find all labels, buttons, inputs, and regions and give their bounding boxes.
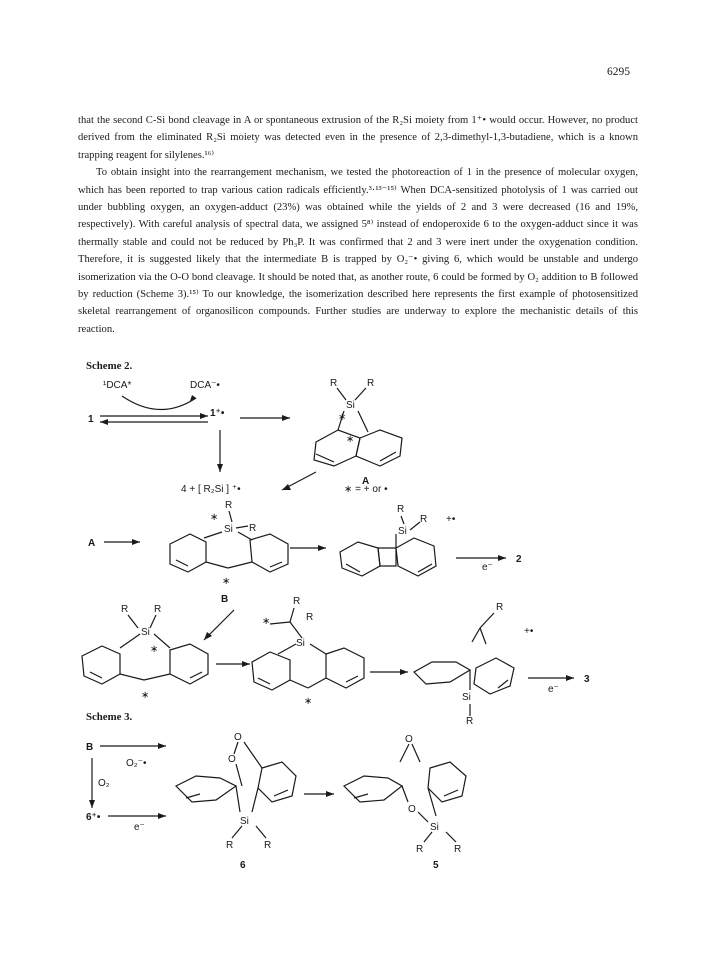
electron-loss-2: e⁻: [548, 684, 559, 695]
scheme-2-title: Scheme 2.: [86, 360, 133, 372]
label-B: B: [221, 594, 229, 605]
svg-text:∗: ∗: [210, 512, 219, 523]
svg-text:R: R: [264, 840, 272, 851]
oxygen-label: O₂: [98, 778, 110, 789]
star-legend: ∗ = + or •: [344, 484, 388, 495]
bridged-silacation-structure: [414, 602, 534, 727]
silacation-structure-1: [170, 500, 288, 587]
svg-text:∗: ∗: [262, 616, 271, 627]
superoxide-label: O₂⁻•: [126, 758, 147, 769]
scheme3-label-B: B: [86, 742, 94, 753]
siloxane-5-structure: [344, 734, 466, 855]
svg-text:R: R: [121, 604, 129, 615]
svg-text:O: O: [234, 732, 242, 743]
endoperoxide-6-structure: [176, 732, 296, 851]
svg-text:Si: Si: [141, 627, 150, 638]
intermediate-A-structure: [314, 378, 402, 466]
svg-text:O: O: [405, 734, 413, 745]
svg-text:O: O: [408, 804, 416, 815]
svg-text:R: R: [330, 378, 338, 389]
svg-text:R: R: [306, 612, 314, 623]
svg-text:R: R: [466, 716, 474, 727]
electron-loss-1: e⁻: [482, 562, 493, 573]
svg-text:Si: Si: [240, 816, 249, 827]
svg-text:R: R: [420, 514, 428, 525]
svg-text:Si: Si: [462, 692, 471, 703]
radical-cation-1-label: 1⁺•: [210, 408, 225, 419]
svg-text:Si: Si: [296, 638, 305, 649]
svg-text:∗: ∗: [346, 434, 355, 445]
label-6: 6: [240, 860, 246, 871]
silacyclohexadiene-structure: [252, 596, 364, 707]
product-3-label: 3: [584, 674, 590, 685]
svg-text:+•: +•: [446, 514, 456, 525]
dca-radical-anion-label: DCA⁻•: [190, 380, 220, 391]
svg-text:R: R: [367, 378, 375, 389]
silacation-structure-2: [82, 604, 208, 701]
svg-text:R: R: [496, 602, 504, 613]
product-2-label: 2: [516, 554, 522, 565]
svg-text:Si: Si: [430, 822, 439, 833]
dca-excited-label: ¹DCA*: [103, 380, 132, 391]
svg-text:R: R: [154, 604, 162, 615]
scheme-3-title: Scheme 3.: [86, 711, 133, 723]
svg-text:∗: ∗: [141, 690, 150, 701]
svg-text:R: R: [249, 523, 257, 534]
svg-text:∗: ∗: [338, 412, 347, 423]
label-A: A: [362, 476, 370, 487]
svg-text:+•: +•: [524, 626, 534, 637]
svg-text:Si: Si: [346, 400, 355, 411]
body-text: [78, 112, 638, 338]
svg-text:R: R: [226, 840, 234, 851]
svg-text:R: R: [293, 596, 301, 607]
svg-text:∗: ∗: [150, 644, 159, 655]
sensitization-curve: [122, 396, 196, 410]
paragraph-2: To obtain insight into the rearrangement mechanism, we tested the photoreaction of 1 in the presence of molecular oxygen, which has been reported to trap various cation radicals efficiently.³·¹³⁻¹⁵⁾ When DCA-sensitized photolysis of 1 was carried out under bubbling oxygen, an oxygen-adduct (23%) was obtained while the yields of 2 and 3 were decreased (16 and 19%, respectively). With careful analysis of spectral data, we assigned 5⁸⁾ instead of endoperoxide 6 to the oxygen-adduct since it was thermally stable and could not be reduced by Ph₃P. It was confirmed that 2 and 3 were inert under the oxygenation condition. Therefore, it is suggested likely that the intermediate B is trapped by O₂⁻• giving 6, which would be unstable and undergo isomerization via the O-O bond cleavage. It should be noted that, as another route, 6 could be formed by O₂ addition to B followed by reduction (Scheme 3).¹⁵⁾ To our knowledge, the isomerization described here represents the first example of photosensitized skeletal rearrangement of organosilicon compounds. Further studies are underway to explore the mechanistic details of this reaction.: [78, 167, 638, 335]
svg-text:R: R: [416, 844, 424, 855]
svg-text:R: R: [397, 504, 405, 515]
cyclobutane-structure: [340, 504, 456, 576]
svg-text:Si: Si: [224, 524, 233, 535]
radical-cation-6-label: 6⁺•: [86, 812, 101, 823]
svg-text:R: R: [454, 844, 462, 855]
svg-text:Si: Si: [398, 526, 407, 537]
products-row: 4 + [ R₂Si ] ⁺•: [181, 484, 241, 495]
row2-label-A: A: [88, 538, 96, 549]
svg-text:∗: ∗: [222, 576, 231, 587]
svg-text:O: O: [228, 754, 236, 765]
paragraph-1: that the second C-Si bond cleavage in A or spontaneous extrusion of the R₂Si moiety from 1⁺• would occur. However, no product derived from the eliminated R₂Si moiety was detected even in the presence of 2,3-dimethyl-1,3-butadiene, which is a known trapping reagent for silylenes.¹⁶⁾: [78, 115, 638, 161]
svg-text:R: R: [225, 500, 233, 511]
label-5: 5: [433, 860, 439, 871]
compound-1-label: 1: [88, 414, 94, 425]
electron-label: e⁻: [134, 822, 145, 833]
page-number: 6295: [607, 66, 630, 78]
scheme-3-diagram: [0, 728, 701, 888]
svg-text:∗: ∗: [304, 696, 313, 707]
